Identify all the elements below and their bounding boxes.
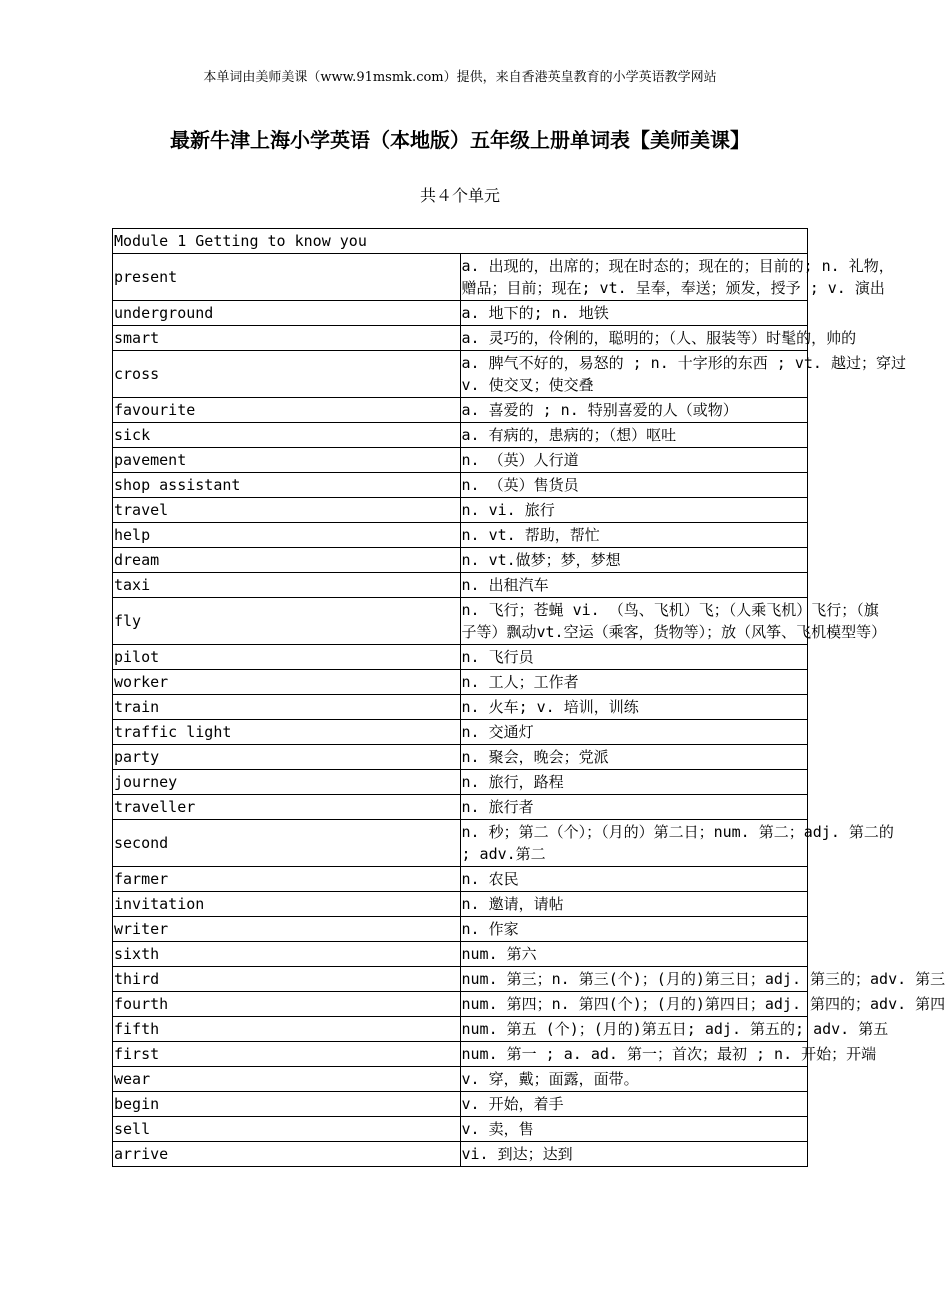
vocab-definition: [460, 695, 808, 720]
vocab-word: sick: [113, 423, 461, 448]
definition-line: a. 灵巧的，伶俐的，聪明的；（人、服装等）时髦的，帅的: [461, 329, 857, 347]
vocab-definition: [460, 548, 808, 573]
definition-line: num. 第六: [461, 945, 537, 963]
table-row: [113, 1067, 808, 1092]
vocab-definition: [460, 820, 894, 867]
vocab-word: cross: [113, 351, 461, 398]
table-row: [113, 695, 808, 720]
table-row: [113, 892, 808, 917]
vocab-word: fourth: [113, 992, 461, 1017]
definition-line: n. 旅行者: [461, 798, 534, 816]
table-row: [113, 1092, 808, 1117]
definition-line: n. 飞行；苍蝇 vi. （鸟、飞机）飞；（人乘飞机）飞行；（旗: [461, 601, 879, 619]
table-row: [113, 670, 808, 695]
table-row: [113, 398, 808, 423]
vocab-word: first: [113, 1042, 461, 1067]
table-row: [113, 301, 808, 326]
table-row: [113, 423, 808, 448]
vocab-definition: [460, 1017, 889, 1042]
vocab-word: sixth: [113, 942, 461, 967]
table-row: [113, 254, 808, 301]
vocab-word: taxi: [113, 573, 461, 598]
definition-line: n. 工人；工作者: [461, 673, 579, 691]
table-row: [113, 867, 808, 892]
vocab-word: help: [113, 523, 461, 548]
table-row: [113, 820, 808, 867]
definition-line: n. 交通灯: [461, 723, 534, 741]
definition-line: n. 作家: [461, 920, 519, 938]
definition-line: n. 秒；第二（个）；（月的）第二日；num. 第二；adj. 第二的: [461, 823, 894, 841]
table-row: [113, 1142, 808, 1167]
vocab-definition: [460, 1042, 877, 1067]
definition-line: v. 开始，着手: [461, 1095, 564, 1113]
definition-line: n. 邀请，请帖: [461, 895, 564, 913]
definition-line: num. 第五 (个)；(月的)第五日; adj. 第五的; adv. 第五: [461, 1020, 889, 1038]
vocab-word: travel: [113, 498, 461, 523]
definition-line: num. 第四；n. 第四(个)；(月的)第四日；adj. 第四的；adv. 第四: [461, 995, 945, 1013]
vocab-word: present: [113, 254, 461, 301]
table-row: [113, 942, 808, 967]
vocab-word: fifth: [113, 1017, 461, 1042]
table-row: [113, 598, 808, 645]
definition-line: v. 使交叉；使交叠: [461, 376, 594, 394]
vocab-definition: [460, 720, 808, 745]
vocab-definition: [460, 892, 808, 917]
vocab-word: writer: [113, 917, 461, 942]
header-note: 本单词由美师美课（www.91msmk.com）提供，来自香港英皇教育的小学英语教学网站: [203, 70, 717, 85]
vocab-definition: [460, 1117, 808, 1142]
definition-line: 赠品；目前；现在; vt. 呈奉，奉送；颁发，授予 ; v. 演出: [461, 279, 885, 297]
definition-line: n. 旅行，路程: [461, 773, 564, 791]
table-row: [113, 720, 808, 745]
definition-line: vi. 到达；达到: [461, 1145, 573, 1163]
vocab-definition: [460, 917, 808, 942]
table-row: [113, 498, 808, 523]
vocab-word: wear: [113, 1067, 461, 1092]
vocab-definition: [460, 498, 808, 523]
definition-line: ; adv.第二: [461, 845, 546, 863]
vocab-word: pilot: [113, 645, 461, 670]
definition-line: n. 聚会，晚会；党派: [461, 748, 609, 766]
vocab-word: second: [113, 820, 461, 867]
vocab-word: shop assistant: [113, 473, 461, 498]
vocab-definition: [460, 398, 808, 423]
table-row: [113, 645, 808, 670]
table-row: [113, 917, 808, 942]
definition-line: a. 出现的，出席的；现在时态的；现在的；目前的; n. 礼物，: [461, 257, 894, 275]
vocab-word: train: [113, 695, 461, 720]
vocab-definition: [460, 670, 808, 695]
vocab-word: sell: [113, 1117, 461, 1142]
vocab-word: pavement: [113, 448, 461, 473]
table-row: [113, 992, 808, 1017]
definition-line: n. 火车; v. 培训，训练: [461, 698, 639, 716]
vocab-definition: [460, 770, 808, 795]
table-row: [113, 967, 808, 992]
definition-line: n. 农民: [461, 870, 519, 888]
vocab-word: underground: [113, 301, 461, 326]
definition-line: n. （英）售货员: [461, 476, 579, 494]
vocab-definition: [460, 745, 808, 770]
table-row: [113, 548, 808, 573]
vocab-word: dream: [113, 548, 461, 573]
table-row: [113, 351, 808, 398]
definition-line: n. 出租汽车: [461, 576, 549, 594]
vocab-word: smart: [113, 326, 461, 351]
vocab-definition: [460, 523, 808, 548]
vocab-word: third: [113, 967, 461, 992]
vocab-word: invitation: [113, 892, 461, 917]
vocab-definition: [460, 1142, 808, 1167]
definition-line: n. （英）人行道: [461, 451, 579, 469]
definition-line: num. 第一 ; a. ad. 第一；首次；最初 ; n. 开始；开端: [461, 1045, 877, 1063]
vocab-definition: [460, 795, 808, 820]
vocab-word: farmer: [113, 867, 461, 892]
vocab-word: traffic light: [113, 720, 461, 745]
vocab-word: fly: [113, 598, 461, 645]
definition-line: 子等）飘动vt.空运（乘客，货物等）；放（风筝、飞机模型等）: [461, 623, 887, 641]
table-row: [113, 1017, 808, 1042]
vocab-definition: [460, 473, 808, 498]
definition-line: n. 飞行员: [461, 648, 534, 666]
vocab-word: traveller: [113, 795, 461, 820]
vocab-definition: [460, 598, 887, 645]
definition-line: n. vt. 帮助，帮忙: [461, 526, 600, 544]
vocab-definition: [460, 423, 808, 448]
vocab-definition: [460, 254, 894, 301]
module-title: Module 1 Getting to know you: [113, 229, 808, 254]
vocab-definition: [460, 942, 808, 967]
definition-line: n. vi. 旅行: [461, 501, 555, 519]
page-title: 最新牛津上海小学英语（本地版）五年级上册单词表【美师美课】: [170, 128, 750, 152]
module-header-row: [113, 229, 808, 254]
vocabulary-table: [112, 228, 945, 1167]
definition-line: a. 脾气不好的，易怒的 ; n. 十字形的东西 ; vt. 越过；穿过: [461, 354, 906, 372]
vocab-definition: [460, 867, 808, 892]
definition-line: v. 穿，戴；面露，面带。: [461, 1070, 639, 1088]
vocab-definition: [460, 351, 906, 398]
vocab-word: arrive: [113, 1142, 461, 1167]
vocab-definition: [460, 301, 808, 326]
page-subtitle: 共４个单元: [419, 186, 500, 205]
vocab-definition: [460, 645, 808, 670]
vocab-word: party: [113, 745, 461, 770]
definition-line: v. 卖，售: [461, 1120, 534, 1138]
table-row: [113, 1117, 808, 1142]
table-row: [113, 795, 808, 820]
vocab-definition: [460, 967, 945, 992]
vocab-word: journey: [113, 770, 461, 795]
vocab-definition: [460, 992, 945, 1017]
vocab-word: favourite: [113, 398, 461, 423]
definition-line: a. 地下的; n. 地铁: [461, 304, 609, 322]
table-row: [113, 523, 808, 548]
table-row: [113, 326, 808, 351]
definition-line: a. 喜爱的 ; n. 特别喜爱的人（或物）: [461, 401, 738, 419]
vocab-definition: [460, 448, 808, 473]
table-row: [113, 1042, 808, 1067]
vocab-definition: [460, 1092, 808, 1117]
vocab-definition: [460, 1067, 808, 1092]
definition-line: a. 有病的，患病的；（想）呕吐: [461, 426, 677, 444]
table-row: [113, 745, 808, 770]
vocab-word: worker: [113, 670, 461, 695]
vocab-definition: [460, 573, 808, 598]
table-row: [113, 448, 808, 473]
definition-line: num. 第三；n. 第三(个)；(月的)第三日；adj. 第三的；adv. 第三: [461, 970, 945, 988]
table-row: [113, 473, 808, 498]
table-row: [113, 573, 808, 598]
table-row: [113, 770, 808, 795]
vocab-word: begin: [113, 1092, 461, 1117]
vocab-definition: [460, 326, 857, 351]
definition-line: n. vt.做梦；梦，梦想: [461, 551, 621, 569]
